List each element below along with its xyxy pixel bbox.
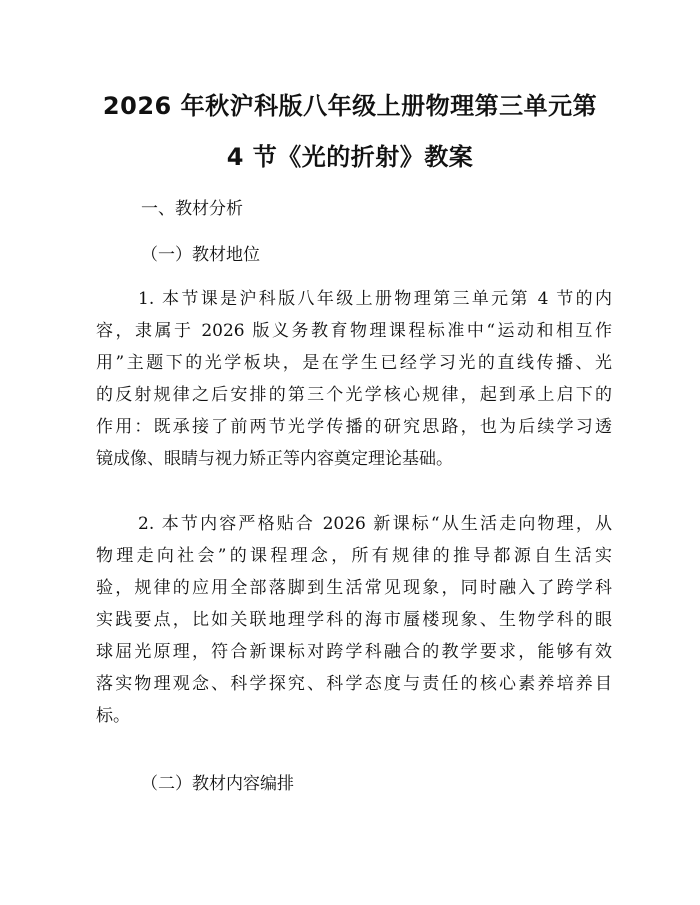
paragraph-2-line: 标。	[96, 706, 130, 726]
section-heading-textbook-analysis: 一、教材分析	[141, 199, 243, 219]
paragraph-1-line: 用”主题下的光学板块，是在学生已经学习光的直线传播、光	[96, 353, 612, 373]
paragraph-1	[96, 283, 612, 475]
paragraph-2	[96, 508, 612, 732]
paragraph-2-line: 验，规律的应用全部落脚到生活常见现象，同时融入了跨学科	[96, 578, 612, 598]
subsection-heading-textbook-position: （一）教材地位	[141, 245, 260, 265]
subsection-heading-content-arrangement: （二）教材内容编排	[141, 774, 294, 794]
paragraph-1-line: 容，隶属于 2026 版义务教育物理课程标准中“运动和相互作	[96, 321, 612, 341]
paragraph-2-line: 2. 本节内容严格贴合 2026 新课标“从生活走向物理，从	[138, 514, 612, 534]
paragraph-1-line: 作用：既承接了前两节光学传播的研究思路，也为后续学习透	[96, 417, 612, 437]
paragraph-2-line: 球屈光原理，符合新课标对跨学科融合的教学要求，能够有效	[96, 642, 612, 662]
document-title-line-1: 2026 年秋沪科版八年级上册物理第三单元第	[102, 92, 598, 120]
paragraph-2-line: 实践要点，比如关联地理学科的海市蜃楼现象、生物学科的眼	[96, 610, 612, 630]
paragraph-1-line: 镜成像、眼睛与视力矫正等内容奠定理论基础。	[96, 449, 453, 469]
paragraph-1-line: 1. 本节课是沪科版八年级上册物理第三单元第 4 节的内	[138, 289, 612, 309]
paragraph-1-line: 的反射规律之后安排的第三个光学核心规律，起到承上启下的	[96, 385, 612, 405]
document-title-line-2: 4 节《光的折射》教案	[226, 143, 474, 171]
paragraph-2-line: 物理走向社会”的课程理念，所有规律的推导都源自生活实	[96, 546, 612, 566]
paragraph-2-line: 落实物理观念、科学探究、科学态度与责任的核心素养培养目	[96, 674, 612, 694]
